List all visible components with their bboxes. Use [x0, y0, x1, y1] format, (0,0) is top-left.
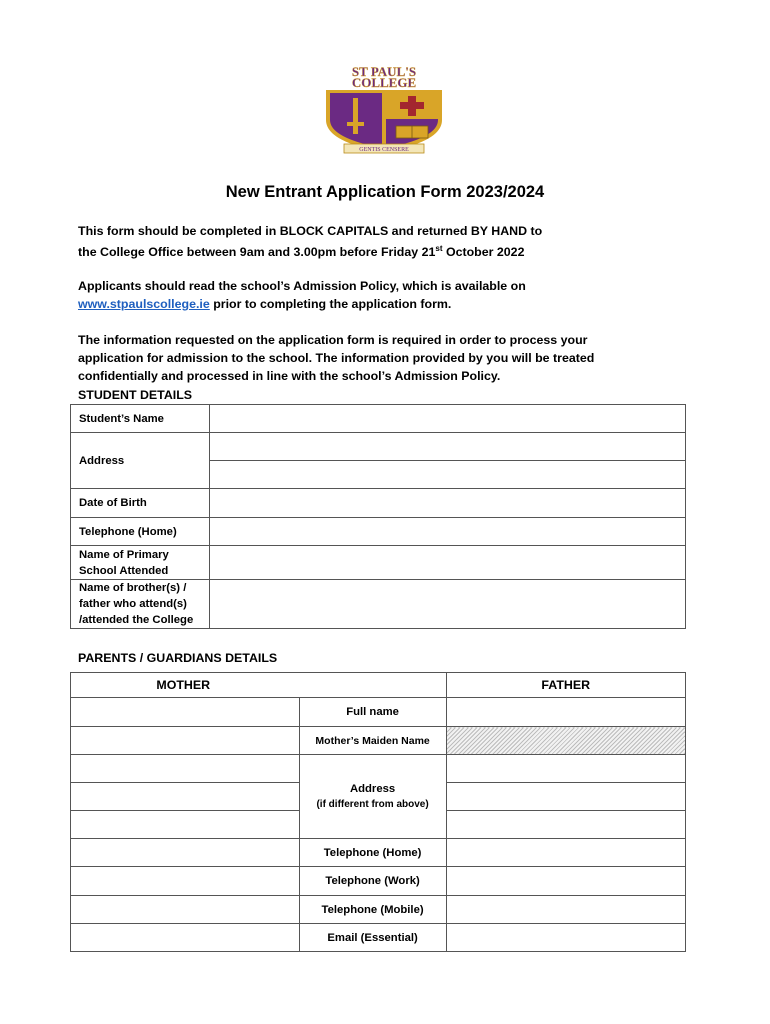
address-field-2[interactable] [210, 461, 686, 489]
crest-title-top: ST PAUL'S [351, 64, 417, 79]
page-title: New Entrant Application Form 2023/2024 [225, 183, 545, 201]
mother-telephone-work-field[interactable] [71, 867, 300, 896]
mother-telephone-mobile-field[interactable] [71, 896, 300, 924]
telephone-home-label: Telephone (Home) [299, 839, 446, 867]
intro-paragraph-2: Applicants should read the school’s Admission Policy, which is available on www.stpaulscollege.ie prior to completing the application form. [78, 279, 526, 311]
father-address-field-2[interactable] [446, 783, 685, 811]
father-column-header: FATHER [446, 673, 685, 698]
brother-father-label: Name of brother(s) / father who attend(s) /attended the College [71, 580, 210, 629]
father-telephone-work-field[interactable] [446, 867, 685, 896]
father-address-field-1[interactable] [446, 755, 685, 783]
dob-field[interactable] [210, 489, 686, 518]
crest-motto: GENTIS CENSERE [359, 147, 409, 153]
father-telephone-mobile-field[interactable] [446, 896, 685, 924]
mother-maiden-name-field[interactable] [71, 727, 300, 755]
mother-address-field-3[interactable] [71, 811, 300, 839]
telephone-work-label: Telephone (Work) [299, 867, 446, 896]
email-label: Email (Essential) [299, 924, 446, 952]
father-email-field[interactable] [446, 924, 685, 952]
student-name-field[interactable] [210, 405, 686, 433]
parents-details-table [70, 672, 686, 952]
father-address-field-3[interactable] [446, 811, 685, 839]
mother-full-name-field[interactable] [71, 698, 300, 727]
dob-label: Date of Birth [71, 489, 210, 518]
intro-paragraph-3: The information requested on the application form is required in order to process your application for admission to the school. The information provided by you will be treated confidentially and processed in line with the school’s Admission Policy. [78, 333, 595, 383]
primary-school-field[interactable] [210, 546, 686, 580]
telephone-home-label: Telephone (Home) [71, 518, 210, 546]
mother-column-header: MOTHER [71, 673, 447, 698]
telephone-mobile-label: Telephone (Mobile) [299, 896, 446, 924]
maiden-name-label: Mother’s Maiden Name [299, 727, 446, 755]
student-details-heading: STUDENT DETAILS [78, 388, 193, 402]
mother-address-field-2[interactable] [71, 783, 300, 811]
intro-paragraph-1: This form should be completed in BLOCK CAPITALS and returned BY HAND to the College Office between 9am and 3.00pm before Friday 21st October 2022 [78, 224, 543, 260]
address-label: Address [71, 433, 210, 489]
brother-father-field[interactable] [210, 580, 686, 629]
student-name-label: Student’s Name [71, 405, 210, 433]
mother-telephone-home-field[interactable] [71, 839, 300, 867]
maiden-name-shaded-cell [446, 727, 685, 755]
mother-address-field-1[interactable] [71, 755, 300, 783]
website-link[interactable]: www.stpaulscollege.ie [78, 297, 210, 311]
student-details-table [70, 404, 686, 629]
primary-school-label: Name of Primary School Attended [71, 546, 210, 580]
telephone-home-field[interactable] [210, 518, 686, 546]
address-field-1[interactable] [210, 433, 686, 461]
full-name-label: Full name [299, 698, 446, 727]
college-crest-logo [318, 64, 450, 156]
mother-email-field[interactable] [71, 924, 300, 952]
address-label: Address (if different from above) [299, 755, 446, 839]
crest-title-bottom: COLLEGE [351, 75, 417, 90]
father-full-name-field[interactable] [446, 698, 685, 727]
father-telephone-home-field[interactable] [446, 839, 685, 867]
parents-details-heading: PARENTS / GUARDIANS DETAILS [78, 651, 278, 665]
